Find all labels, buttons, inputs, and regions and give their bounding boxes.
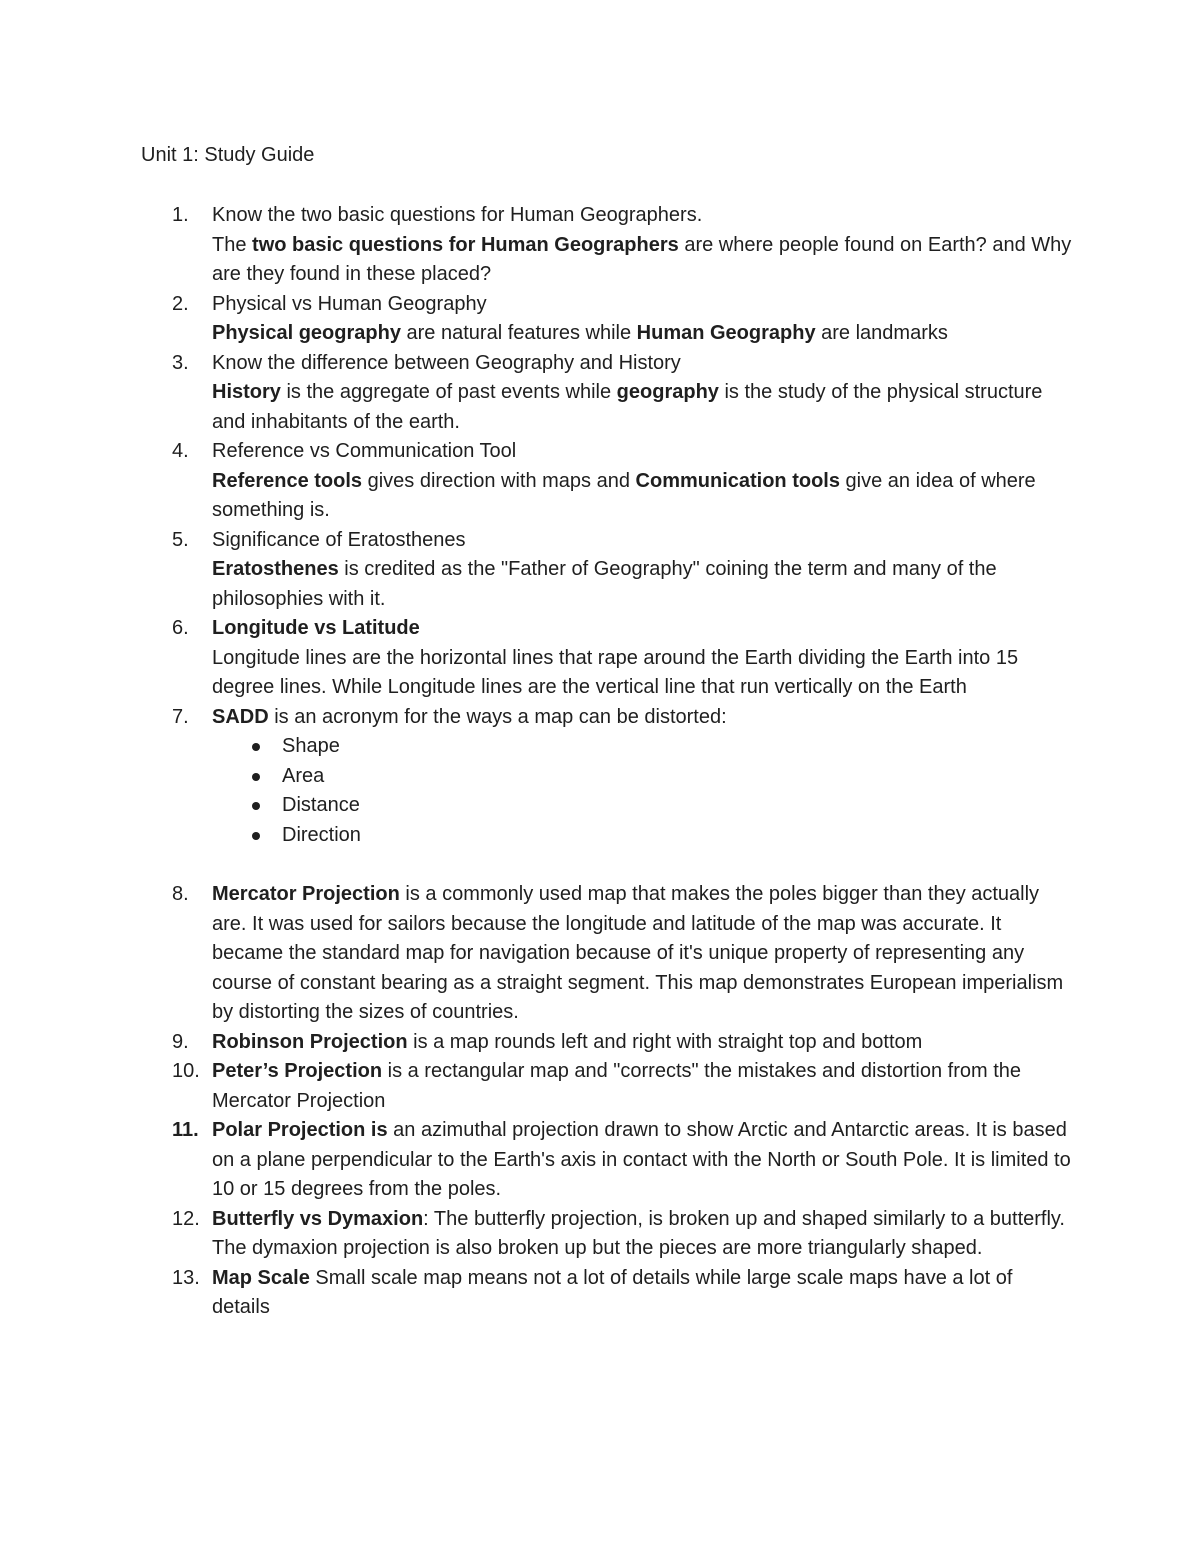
list-item-6 — [0, 614, 1072, 703]
key-term: Eratosthenes — [212, 558, 339, 580]
body-text: is a commonly used map that makes the poles bigger than they actually are. It was used for sailors because the longitude and latitude of the map was accurate. It became the standard map for navigation because of it's unique property of representing any course of constant bearing as a straight segment. This map demonstrates European imperialism by distorting the sizes of countries. — [212, 883, 1064, 1023]
body-text: are where people found on Earth? and Why are they found in these placed? — [212, 233, 1072, 285]
body-text: is the study of the physical structure and inhabitants of the earth. — [212, 381, 1043, 433]
bullet-item — [212, 791, 1072, 821]
list-item-12 — [0, 1205, 1072, 1264]
item-body — [212, 322, 948, 344]
bullet-dot-icon — [252, 802, 260, 810]
key-term: geography — [616, 381, 719, 403]
item-body — [212, 470, 1036, 522]
bullet-item — [212, 821, 1072, 851]
bullet-item — [212, 762, 1072, 792]
item-body — [212, 703, 1072, 733]
body-text: are natural features while — [400, 322, 637, 344]
key-term: Map Scale — [212, 1266, 310, 1289]
key-term: SADD — [212, 705, 269, 728]
item-body — [212, 1208, 1065, 1260]
key-term: Robinson Projection — [212, 1030, 408, 1053]
item-number: 8. — [172, 883, 189, 905]
body-text: an azimuthal projection drawn to show Arctic and Antarctic areas. It is based on a plane perpendicular to the Earth's axis in contact with the North or South Pole. It is limited to 10 or 15 degrees from the poles. — [212, 1119, 1071, 1200]
bullet-dot-icon — [252, 832, 260, 840]
item-number: 11. — [172, 1119, 199, 1141]
item-number: 4. — [172, 440, 189, 462]
item-number: 7. — [172, 705, 189, 728]
bullet-dot-icon — [252, 743, 260, 751]
study-guide-list — [0, 201, 1200, 1323]
key-term: Butterfly vs Dymaxion — [212, 1207, 424, 1230]
body-text: Small scale map means not a lot of details while large scale maps have a lot of details — [212, 1266, 1013, 1318]
key-term: Human Geography — [636, 322, 816, 344]
item-number: 5. — [172, 528, 189, 551]
item-body: Longitude lines are the horizontal lines that rape around the Earth dividing the Earth into 15 degree lines. While Longitude lines are the vertical line that run vertically on the Earth — [212, 646, 1019, 698]
item-heading: Know the two basic questions for Human Geographers. — [212, 204, 703, 226]
body-text: The — [212, 233, 253, 256]
item-number: 1. — [172, 204, 189, 226]
item-number: 12. — [172, 1207, 200, 1230]
key-term: two basic questions for Human Geographers — [252, 233, 679, 256]
key-term: Mercator Projection — [212, 883, 400, 905]
body-text: is credited as the "Father of Geography" coining the term and many of the philosophies with it. — [212, 558, 997, 610]
item-heading: Reference vs Communication Tool — [212, 440, 517, 462]
body-text: is an acronym for the ways a map can be distorted: — [268, 705, 727, 728]
item-number: 13. — [172, 1266, 200, 1289]
item-heading: Significance of Eratosthenes — [212, 528, 466, 551]
item-body — [212, 1119, 1071, 1200]
item-heading: Physical vs Human Geography — [212, 292, 487, 315]
bullet-text: Distance — [282, 794, 360, 816]
list-item-2 — [0, 290, 1072, 349]
bullet-text: Shape — [282, 735, 340, 757]
item-body — [212, 234, 1071, 286]
item-body — [212, 381, 1042, 433]
bullet-item — [212, 732, 1072, 762]
key-term: Physical geography — [212, 322, 401, 344]
body-text: : The butterfly projection, is broken up and shaped similarly to a butterfly. The dymaxion projection is also broken up but the pieces are more triangularly shaped. — [212, 1207, 1065, 1259]
key-term: Peter’s Projection — [212, 1060, 383, 1082]
item-body — [212, 883, 1063, 1023]
body-text: gives direction with maps and — [362, 469, 636, 492]
blank-line — [212, 850, 1072, 880]
item-body — [212, 1060, 1021, 1112]
key-term: Reference tools — [212, 469, 363, 492]
body-text: is a rectangular map and "corrects" the mistakes and distortion from the Mercator Projection — [212, 1060, 1021, 1112]
list-item-13 — [0, 1264, 1072, 1323]
key-term: History — [212, 381, 281, 403]
item-number: 9. — [172, 1030, 189, 1053]
item-number: 10. — [172, 1060, 200, 1082]
document-title: Unit 1: Study Guide — [141, 144, 315, 166]
list-item-9 — [0, 1028, 1072, 1058]
key-term: Communication tools — [635, 469, 840, 492]
bullet-text: Direction — [282, 823, 361, 846]
list-item-3 — [0, 349, 1072, 438]
body-text: is the aggregate of past events while — [280, 381, 617, 403]
item-heading: Longitude vs Latitude — [212, 617, 420, 639]
item-number: 2. — [172, 292, 189, 315]
body-text: are landmarks — [815, 322, 948, 344]
item-number: 3. — [172, 351, 189, 374]
list-item-11 — [0, 1116, 1072, 1205]
list-item-1 — [0, 201, 1072, 290]
item-number: 6. — [172, 617, 189, 639]
list-item-4 — [0, 437, 1072, 526]
item-body — [212, 558, 997, 610]
list-item-5 — [0, 526, 1072, 615]
list-item-8 — [0, 880, 1072, 1028]
distortion-bullet-list — [212, 732, 1072, 850]
item-body — [212, 1267, 1012, 1319]
item-heading: Know the difference between Geography and History — [212, 351, 681, 374]
bullet-text: Area — [282, 764, 325, 787]
item-body — [212, 1031, 922, 1053]
body-text: is a map rounds left and right with straight top and bottom — [407, 1030, 923, 1053]
list-item-7 — [0, 703, 1072, 881]
body-text: give an idea of where something is. — [212, 469, 1036, 521]
key-term: Polar Projection is — [212, 1119, 388, 1141]
bullet-dot-icon — [252, 773, 260, 781]
list-item-10 — [0, 1057, 1072, 1116]
